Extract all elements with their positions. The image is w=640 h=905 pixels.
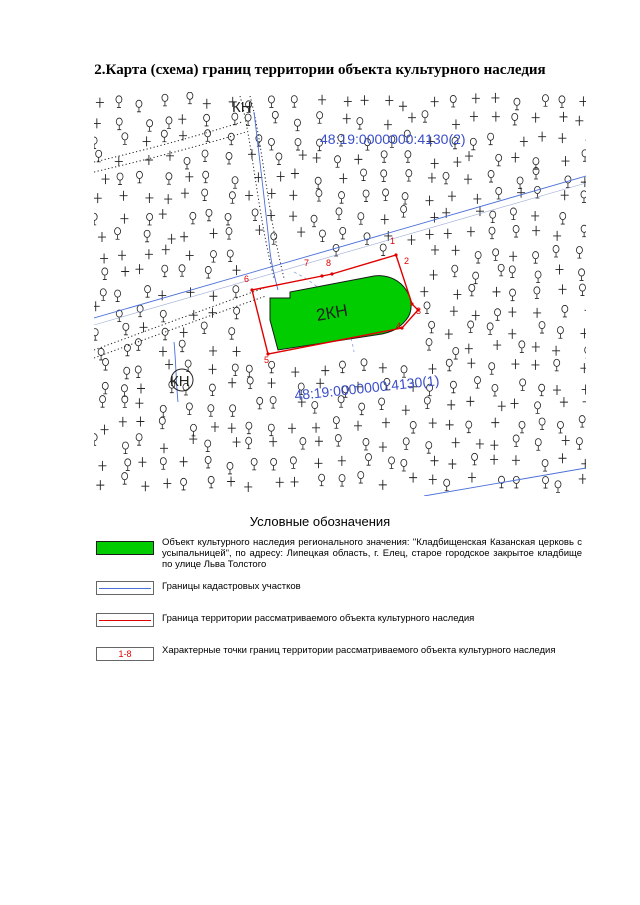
page-title: 2.Карта (схема) границ территории объекта культурного наследия (94, 62, 546, 78)
legend-text-object: Объект культурного наследия регионального значения: "Кладбищенская Казанская церковь с усыпальницей", по адресу: Липецкая область, г. Елец, старое городское закрытое кладбище по улице Льва Толстого (162, 537, 582, 570)
point-label-6: 6 (244, 274, 250, 284)
zone-label-top: КН (232, 99, 252, 116)
legend-text-points: Характерные точки границ территории рассматриваемого объекта культурного наследия (162, 645, 556, 656)
legend-text-boundary: Граница территории рассматриваемого объекта культурного наследия (162, 613, 475, 624)
point-label-4: 4 (396, 321, 402, 331)
point-label-8: 8 (326, 258, 332, 268)
point-label-7: 7 (304, 258, 310, 268)
map-canvas (94, 92, 586, 496)
legend-swatch-cadastral (96, 581, 154, 595)
legend-swatch-points: 1-8 (96, 647, 154, 661)
legend-swatch-object (96, 541, 154, 555)
parcel-label-bottom: 48:19:0000000:4130(1) (293, 372, 441, 404)
point-label-1: 1 (390, 236, 396, 246)
point-label-2: 2 (404, 256, 410, 266)
map-frame (94, 92, 586, 496)
parcel-label-top: 48:19:0000000:4130(2) (320, 131, 466, 147)
point-label-5: 5 (264, 355, 270, 365)
object-label: 2КН (314, 300, 350, 325)
point-label-3: 3 (416, 306, 422, 316)
legend-swatch-boundary (96, 613, 154, 627)
legend-title: Условные обозначения (249, 514, 391, 529)
legend-text-cadastral: Границы кадастровых участков (162, 581, 301, 592)
zone-label-bottom: КН (170, 373, 190, 390)
